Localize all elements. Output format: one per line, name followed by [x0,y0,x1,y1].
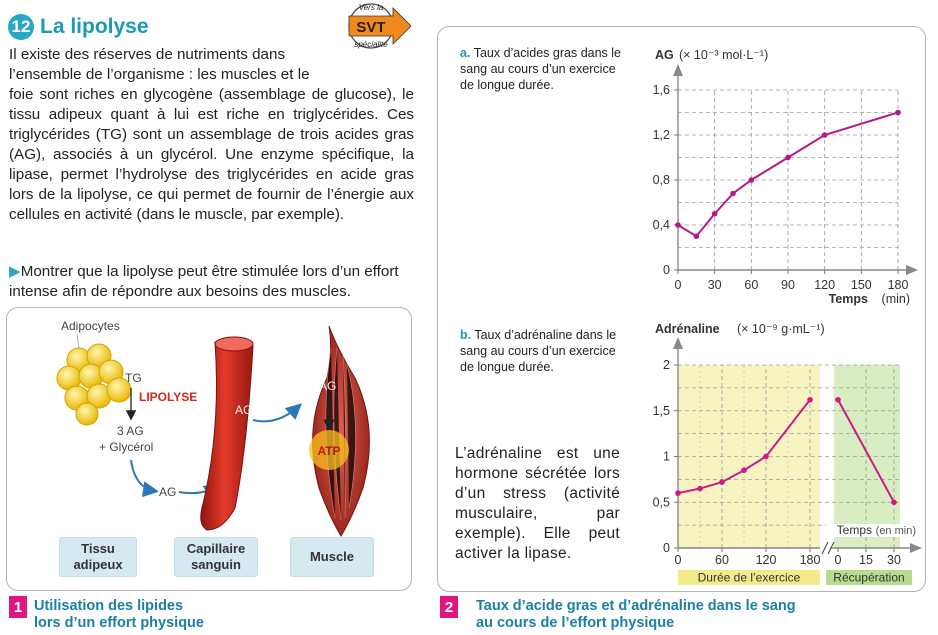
zone-exercise-label: Durée de l’exercice [697,570,801,585]
intro-line-2: l’ensemble de l’organisme : les muscles et le [9,66,310,83]
atp-label: ATP [317,444,341,458]
chart-a-point [895,110,901,116]
chart-b-point [719,479,725,485]
chart-a-xtick-label: 150 [850,278,872,292]
figure-1-caption-line-2: lors d’un effort physique [34,615,204,631]
chart-a-letter: a. [460,46,471,60]
muscle-shape [313,326,370,536]
label-capillaire-sanguin: Capillaire sanguin [174,537,258,577]
chart-a-point [675,222,681,228]
chart-b-xtick-label: 0 [674,553,682,567]
label-muscle: Muscle [290,537,374,577]
chart-b-xlabel: Temps [836,523,872,537]
chart-a-xtick-label: 30 [707,278,722,292]
task-instruction [9,262,414,302]
lipolyse-label: LIPOLYSE [139,390,198,404]
chart-a-xtick-label: 0 [674,278,682,292]
chart-b-ytick-label: 2 [663,358,670,372]
chart-a-xtick-label: 180 [887,278,909,292]
chart-b-xtick-label: 180 [799,553,821,567]
chart-a-ytick-label: 0 [663,263,670,277]
chart-a-y-arrow [673,64,683,76]
adipocyte-cluster [57,344,131,425]
chart-a-ylabel: AG [655,48,674,62]
chart-b-xtick-label: 15 [859,553,873,567]
ag-muscle-label: AG [319,379,337,393]
chart-b-point [697,486,703,492]
chart-b-caption [460,327,630,375]
chart-a-point [694,233,700,239]
chart-b-point [807,397,813,403]
chart-a-point [785,155,791,161]
chart-b-ytick-label: 0 [663,541,670,555]
chart-b-ytick-label: 1 [663,449,670,464]
chart-a-ytick-label: 1,2 [652,128,670,142]
figure-1-panel [6,307,412,591]
figure-2-number: 2 [440,596,458,618]
chart-b-svg [630,318,925,588]
chart-a-ytick-label: 0,8 [652,173,670,187]
chart-a-xtick-label: 120 [814,278,836,292]
chart-b-xtick-label: 120 [755,553,777,567]
intro-body: foie sont riches en glycogène (assemblage de glucose), le tissu adipeux quant à lui est riche en triglycérides. Ces triglycérides (TG) sont un assemblage de trois acides gras (AG), associés à un glycérol. Une enzyme spécifique, la lipase, permet l’hydrolyse des triglycérides en acide gras lors de la lipolyse, ce qui permet de fournir de l’énergie aux cellules en activité (dans le muscle, par exemple). [9,86,414,223]
glycerol-label: + Glycérol [99,440,154,454]
chart-b-xtick-label: 60 [715,553,729,567]
section-number-badge: 12 [8,14,34,40]
intro-text [9,45,414,225]
svt-badge-top: Vers la [358,3,384,12]
svt-badge-label: SVT [356,19,386,36]
chart-b-axis-break [822,542,828,554]
chart-a-yunit: (× 10⁻³ mol·L⁻¹) [679,48,769,62]
intro-line-1: Il existe des réserves de nutriments dans [9,46,286,63]
figure-1-number: 1 [9,596,27,618]
adrenaline-explanation: L’adrénaline est une hormone sécrétée lors d’un stress (activité musculaire, par exemple). Elle peut activer la lipase. [455,445,620,562]
chart-b-xtick-label: 0 [834,553,842,567]
page-title: La lipolyse [40,15,149,38]
figure-2-caption-line-2: au cours de l’effort physique [476,615,675,631]
chart-b-point [891,499,897,505]
chart-a-title: Taux d’acides gras dans le sang au cours d’un exercice de longue durée. [460,46,621,92]
figure-2-caption [476,598,796,632]
chart-a-xunit: (min) [881,292,910,306]
tg-label: TG [125,371,142,385]
chart-a-ytick-label: 0,4 [652,218,670,232]
chart-a-point [749,177,755,183]
chart-b-point [741,467,747,473]
chart-b-xunit: (en min) [875,525,916,537]
chart-b-letter: b. [460,328,472,342]
chart-a-xlabel: Temps [828,292,868,306]
chart-a-point [822,132,828,138]
task-text: Montrer que la lipolyse peut être stimulée lors d’un effort intense afin de répondre aux besoins des muscles. [9,263,399,300]
play-arrow-icon: ▶ [9,263,21,280]
chart-a-ytick-label: 1,6 [652,83,670,97]
svt-badge-bottom: spécialité [354,40,388,49]
chart-b-yunit: (× 10⁻⁹ g·mL⁻¹) [737,322,825,336]
chart-b-ytick-label: 0,5 [652,495,670,510]
chart-a-xtick-label: 90 [781,278,795,292]
chart-a-xtick-label: 60 [744,278,759,292]
chart-b-x-arrow [910,543,922,553]
chart-b-point [763,454,769,460]
svt-badge [335,2,415,50]
chart-b-point [675,490,681,496]
ag-vessel-label: AG [235,403,253,417]
figure-2-caption-line-1: Taux d’acide gras et d’adrénaline dans le sang [476,598,796,614]
chart-b-title: Taux d’adrénaline dans le sang au cours d’un exercice de longue durée. [460,328,617,374]
chart-a-svg [630,40,925,310]
chart-b-ylabel: Adrénaline [655,322,720,336]
chart-a-x-arrow [906,265,918,275]
chart-b-point [835,397,841,403]
adipocytes-label: Adipocytes [61,319,120,333]
three-ag-label: 3 AG [117,424,144,438]
chart-b-xtick-label: 30 [887,553,901,567]
section-title [8,12,149,42]
label-tissu-adipeux: Tissu adipeux [59,537,137,577]
ag-bottom-label: AG [159,485,177,499]
blood-vessel [201,340,253,530]
chart-b-y-arrow [673,337,683,349]
chart-b-ytick-label: 1,5 [652,403,670,418]
zone-recovery-label: Récupération [833,570,905,585]
chart-a-caption [460,45,630,93]
chart-a-point [712,211,718,217]
figure-1-caption-line-1: Utilisation des lipides [34,598,184,614]
figure-1-caption [34,598,204,632]
chart-a-point [730,191,736,197]
